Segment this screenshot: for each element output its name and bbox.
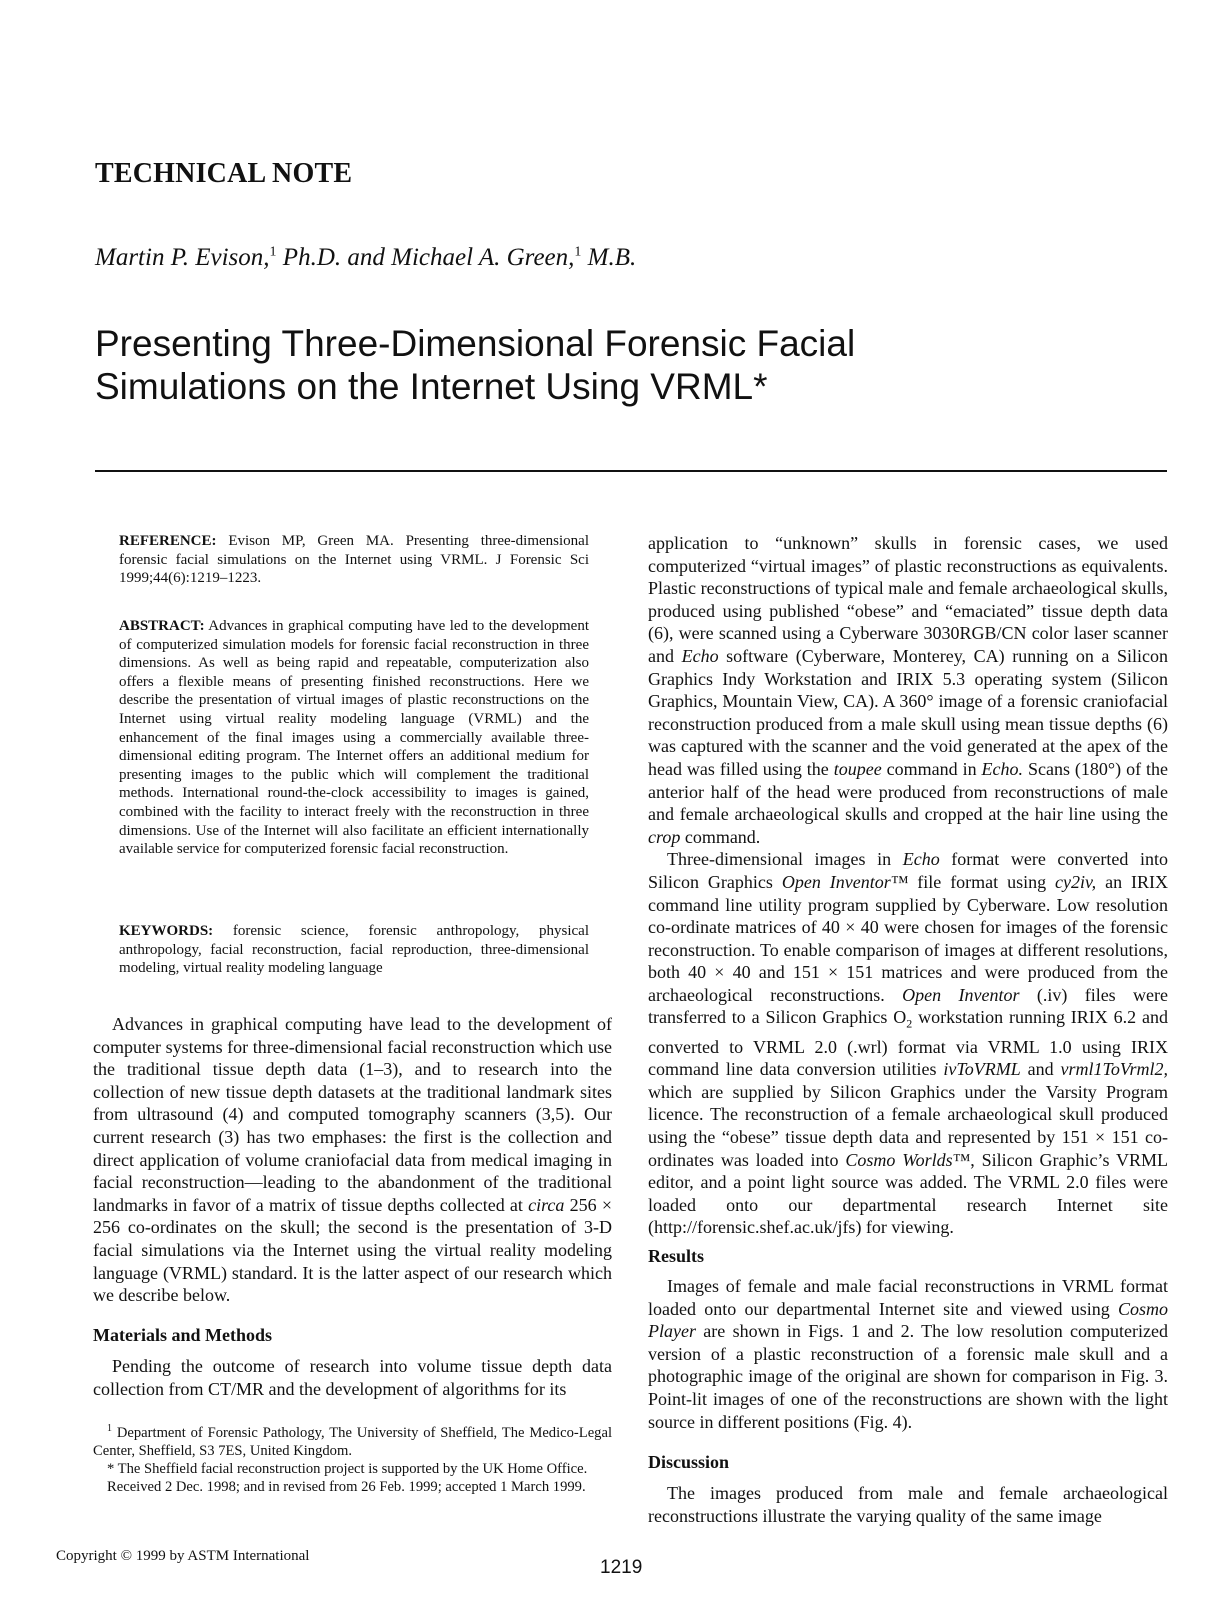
- subscript: 2: [906, 1017, 913, 1032]
- author-1: Martin P. Evison,: [95, 244, 270, 271]
- copyright-notice: Copyright © 1999 by ASTM International: [56, 1548, 310, 1564]
- section-label: TECHNICAL NOTE: [95, 158, 353, 189]
- footnote-affiliation: [93, 1420, 612, 1460]
- footnotes: [93, 1420, 612, 1496]
- intro-paragraph: [93, 1013, 612, 1307]
- author-line: [95, 244, 636, 272]
- text-run: and: [1020, 1059, 1061, 1080]
- italic-term: crop: [648, 826, 681, 847]
- italic-term: Echo.: [981, 758, 1024, 779]
- italic-term: cy2iv,: [1055, 871, 1097, 892]
- methods-paragraph: [648, 532, 1168, 848]
- text-run: workstation running IRIX 6.2 and converted to VRML 2.0 (.wrl) format via VRML 1.0 using IRIX command line data conversion utilities: [648, 1007, 1169, 1080]
- text-run: file format using: [908, 871, 1056, 892]
- results-heading: Results: [648, 1246, 705, 1266]
- methods-paragraph: Pending the outcome of research into volume tissue depth data collection from CT/MR and the development of algorithms for its: [93, 1356, 612, 1399]
- abstract-block: [119, 617, 589, 859]
- text-run: Three-dimensional images in: [667, 849, 903, 870]
- italic-term: Cosmo Worlds™: [845, 1149, 971, 1170]
- text-run: command.: [680, 826, 761, 847]
- discussion-paragraph: The images produced from male and female archaeological reconstructions illustrate the varying quality of the same image: [648, 1483, 1168, 1526]
- title-line-2: Simulations on the Internet Using VRML*: [95, 366, 768, 407]
- text-run: Scans (180°) of the anterior half of the head were produced from reconstructions of male and female archaeological skulls and cropped at the hair line using the: [648, 758, 1168, 825]
- footnote-text: Department of Forensic Pathology, The University of Sheffield, The Medico-Legal Center, Sheffield, S3 7ES, United Kingdom.: [93, 1424, 612, 1459]
- text-run: which are supplied by Silicon Graphics under the Varsity Program licence. The reconstruction of a female archaeological skull produced using the “obese” tissue depth data and represented by 151 × 151 co-ordinates was loaded into: [648, 1081, 1168, 1170]
- text-run: are shown in Figs. 1 and 2. The low resolution computerized version of a plastic reconstruction of a forensic male skull and a photographic image of the original are shown for comparison in Fig. 3. Point-lit images of one of the reconstructions are shown with the light source in different positions (Fig. 4).: [648, 1321, 1168, 1432]
- text-run: 256 × 256 co-ordinates on the skull; the second is the presentation of 3-D facial simulations via the Internet using the virtual reality modeling language (VRML) standard. It is the latter aspect of our research which we describe below.: [93, 1194, 612, 1306]
- italic-term: vrml1ToVrml2,: [1060, 1059, 1168, 1080]
- footnote-mark: 1: [107, 1423, 112, 1434]
- affiliation-mark: 1: [269, 244, 277, 260]
- paper-title: [95, 322, 1095, 408]
- reference-label: REFERENCE:: [119, 533, 217, 549]
- keywords-block: [119, 922, 589, 978]
- author-2-degree: M.B.: [581, 244, 637, 271]
- reference-text: Evison MP, Green MA. Presenting three-dimensional forensic facial simulations on the Internet using VRML. J Forensic Sci 1999;44(6):1219–1223.: [119, 533, 589, 587]
- keywords-label: KEYWORDS:: [119, 923, 214, 939]
- title-line-1: Presenting Three-Dimensional Forensic Facial: [95, 323, 856, 364]
- abstract-text: Advances in graphical computing have led to the development of computerized simulation models for forensic facial reconstruction in three dimensions. As well as being rapid and repeatable, computerization also offers a flexible means of presenting finished reconstructions. Here we describe the presentation of virtual images of plastic reconstructions on the Internet using virtual reality modeling language (VRML) and the enhancement of the final images using a commercially available three-dimensional editing program. The Internet offers an additional medium for presenting images to the public which will complement the traditional methods. International round-the-clock accessibility to images is gained, combined with the facility to interact freely with the reconstruction in three dimensions. Use of the Internet will also facilitate an efficient internationally available service for computerized forensic facial reconstruction.: [119, 618, 589, 858]
- methods-continued: [648, 532, 1168, 1239]
- text-run: format were converted into Silicon Graphics: [648, 849, 1168, 892]
- reference-block: [119, 532, 589, 588]
- italic-term: Cosmo Player: [648, 1298, 1168, 1342]
- intro-section: [93, 1013, 612, 1307]
- italic-term: Echo: [681, 645, 719, 666]
- page-number: 1219: [600, 1557, 643, 1578]
- methods-heading: Materials and Methods: [93, 1325, 272, 1345]
- methods-paragraph: [648, 848, 1168, 1239]
- footnote-funding: * The Sheffield facial reconstruction project is supported by the UK Home Office.: [107, 1460, 588, 1477]
- text-run: (.iv) files were transferred to a Silicon Graphics O: [648, 984, 1169, 1028]
- discussion-heading: Discussion: [648, 1452, 730, 1472]
- text-run: application to “unknown” skulls in forensic cases, we used computerized “virtual images” of plastic reconstructions as equivalents. Plastic reconstructions of typical male and female archaeological skulls, produced using published “obese” and “emaciated” tissue depth data (6), were scanned using a Cyberware 3030RGB/CN color laser scanner and: [648, 533, 1168, 666]
- italic-term: Echo: [902, 849, 940, 870]
- text-run: command in: [881, 758, 982, 779]
- keywords-text: forensic science, forensic anthropology, physical anthropology, facial reconstruction, facial reproduction, three-dimensional modeling, virtual reality modeling language: [119, 923, 589, 977]
- text-run: Images of female and male facial reconstructions in VRML format loaded onto our departmental Internet site and viewed using: [648, 1276, 1168, 1319]
- affiliation-mark: 1: [574, 244, 582, 260]
- methods-section: [93, 1355, 612, 1400]
- text-run: an IRIX command line utility program supplied by Cyberware. Low resolution co-ordinate matrices of 40 × 40 were chosen for images of the forensic reconstruction. To enable comparison of images at different resolutions, both 40 × 40 and 151 × 151 matrices and were produced from the archaeological reconstructions.: [648, 871, 1168, 1005]
- italic-term: Open Inventor™: [781, 871, 909, 892]
- text-run: software (Cyberware, Monterey, CA) running on a Silicon Graphics Indy Workstation and IRIX 5.3 operating system (Silicon Graphics, Mountain View, CA). A 360° image of a forensic craniofacial reconstruction produced from a male skull using mean tissue depths (6) was captured with the scanner and the void generated at the apex of the head was filled using the: [648, 645, 1168, 779]
- author-2: Ph.D. and Michael A. Green,: [276, 244, 575, 271]
- text-run: , Silicon Graphic’s VRML editor, and a point light source was added. The VRML 2.0 files were loaded onto our departmental research Internet site (http://forensic.shef.ac.uk/jfs) for viewing.: [648, 1149, 1168, 1238]
- italic-term: Open Inventor: [902, 984, 1020, 1005]
- italic-term: toupee: [833, 758, 882, 779]
- text-run: Advances in graphical computing have lead to the development of computer systems for three-dimensional facial reconstruction which use the traditional tissue depth data (1–3), and to research into the collection of new tissue depth datasets at the traditional landmark sites from ultrasound (4) and computed tomography scanners (3,5). Our current research (3) has two emphases: the first is the collection and direct application of volume craniofacial data from medical imaging in facial reconstruction—leading to the abandonment of the traditional landmarks in favor of a matrix of tissue depths collected at: [93, 1014, 612, 1215]
- footnote-received: Received 2 Dec. 1998; and in revised from 26 Feb. 1999; accepted 1 March 1999.: [107, 1478, 586, 1495]
- discussion-section: [648, 1482, 1168, 1527]
- italic-term: circa: [528, 1194, 565, 1215]
- results-section: [648, 1275, 1168, 1433]
- abstract-label: ABSTRACT:: [119, 618, 205, 634]
- header-divider: [95, 470, 1167, 472]
- italic-term: ivToVRML: [943, 1059, 1021, 1080]
- results-paragraph: [648, 1275, 1168, 1433]
